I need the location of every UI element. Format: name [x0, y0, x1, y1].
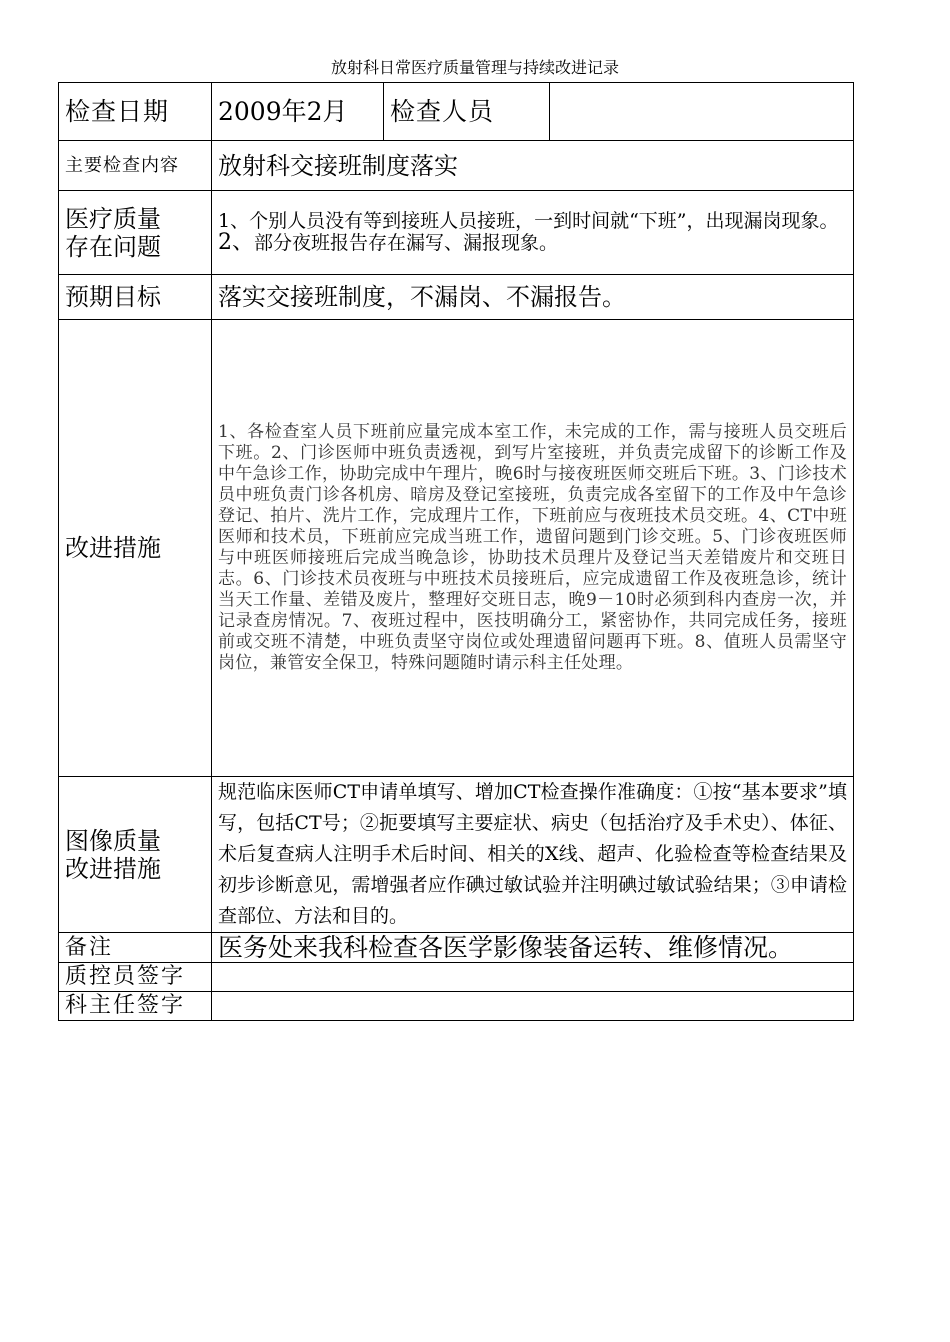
quality-issues-label-line1: 医疗质量	[65, 204, 161, 233]
qc-signature-value	[212, 963, 854, 992]
check-date-value: 2009年2月	[212, 83, 384, 141]
row-image-quality	[59, 777, 854, 933]
row-expected-goal	[59, 275, 854, 320]
quality-issues-label	[59, 191, 212, 275]
improvement-measures-label: 改进措施	[59, 320, 212, 777]
issue-item-2-text: 部分夜班报告存在漏写、漏报现象。	[254, 232, 559, 254]
row-director-signature	[59, 992, 854, 1021]
issue-item-1: 1、个别人员没有等到接班人员接班，一到时间就“下班”，出现漏岗现象。	[218, 210, 839, 232]
quality-issues-value	[212, 191, 854, 275]
row-main-content	[59, 141, 854, 191]
remarks-value: 医务处来我科检查各医学影像装备运转、维修情况。	[212, 933, 854, 963]
expected-goal-value: 落实交接班制度，不漏岗、不漏报告。	[212, 275, 854, 320]
main-content-label: 主要检查内容	[59, 141, 212, 191]
row-qc-signature	[59, 963, 854, 992]
inspector-label: 检查人员	[384, 83, 550, 141]
row-remarks	[59, 933, 854, 963]
document-title: 放射科日常医疗质量管理与持续改进记录	[330, 58, 619, 77]
issue-item-2	[218, 232, 847, 254]
improvement-measures-value: 1、各检查室人员下班前应量完成本室工作，未完成的工作，需与接班人员交班后下班。2、门诊医师中班负责透视，到写片室接班，并负责完成留下的诊断工作及中午急诊工作，协助完成中午理片，晚6时与接夜班医师交班后下班。3、门诊技术员中班负责门诊各机房、暗房及登记室接班，负责完成各室留下的工作及中午急诊登记、拍片、洗片工作，完成理片工作，下班前应与夜班技术员交班。4、CT中班医师和技术员，下班前应完成当班工作，遗留问题到门诊交班。5、门诊夜班医师与中班医师接班后完成当晚急诊，协助技术员理片及登记当天差错废片和交班日志。6、门诊技术员夜班与中班技术员接班后，应完成遗留工作及夜班急诊，统计当天工作量、差错及废片，整理好交班日志，晚9－10时必须到科内查房一次，并记录查房情况。7、夜班过程中，医技明确分工，紧密协作，共同完成任务，接班前或交班不清楚，中班负责坚守岗位或处理遗留问题再下班。8、值班人员需坚守岗位，兼管安全保卫，特殊问题随时请示科主任处理。	[212, 320, 854, 777]
image-quality-label-line2: 改进措施	[65, 854, 161, 883]
quality-record-form	[58, 82, 854, 1021]
inspector-value	[550, 83, 854, 141]
image-quality-label	[59, 777, 212, 933]
director-signature-value	[212, 992, 854, 1021]
row-quality-issues	[59, 191, 854, 275]
row-check-date	[59, 83, 854, 141]
issue-item-2-number: 2、	[218, 230, 254, 255]
quality-issues-label-line2: 存在问题	[65, 232, 161, 261]
image-quality-value: 规范临床医师CT申请单填写、增加CT检查操作准确度：①按“基本要求”填写，包括CT号；②扼要填写主要症状、病史（包括治疗及手术史）、体征、术后复查病人注明手术后时间、相关的X线、超声、化验检查等检查结果及初步诊断意见，需增强者应作碘过敏试验并注明碘过敏试验结果；③申请检查部位、方法和目的。	[212, 777, 854, 933]
main-content-value: 放射科交接班制度落实	[212, 141, 854, 191]
qc-signature-label: 质控员签字	[59, 963, 212, 992]
expected-goal-label: 预期目标	[59, 275, 212, 320]
director-signature-label: 科主任签字	[59, 992, 212, 1021]
row-improvement-measures	[59, 320, 854, 777]
check-date-label: 检查日期	[59, 83, 212, 141]
image-quality-label-line1: 图像质量	[65, 826, 161, 855]
remarks-label: 备注	[59, 933, 212, 963]
